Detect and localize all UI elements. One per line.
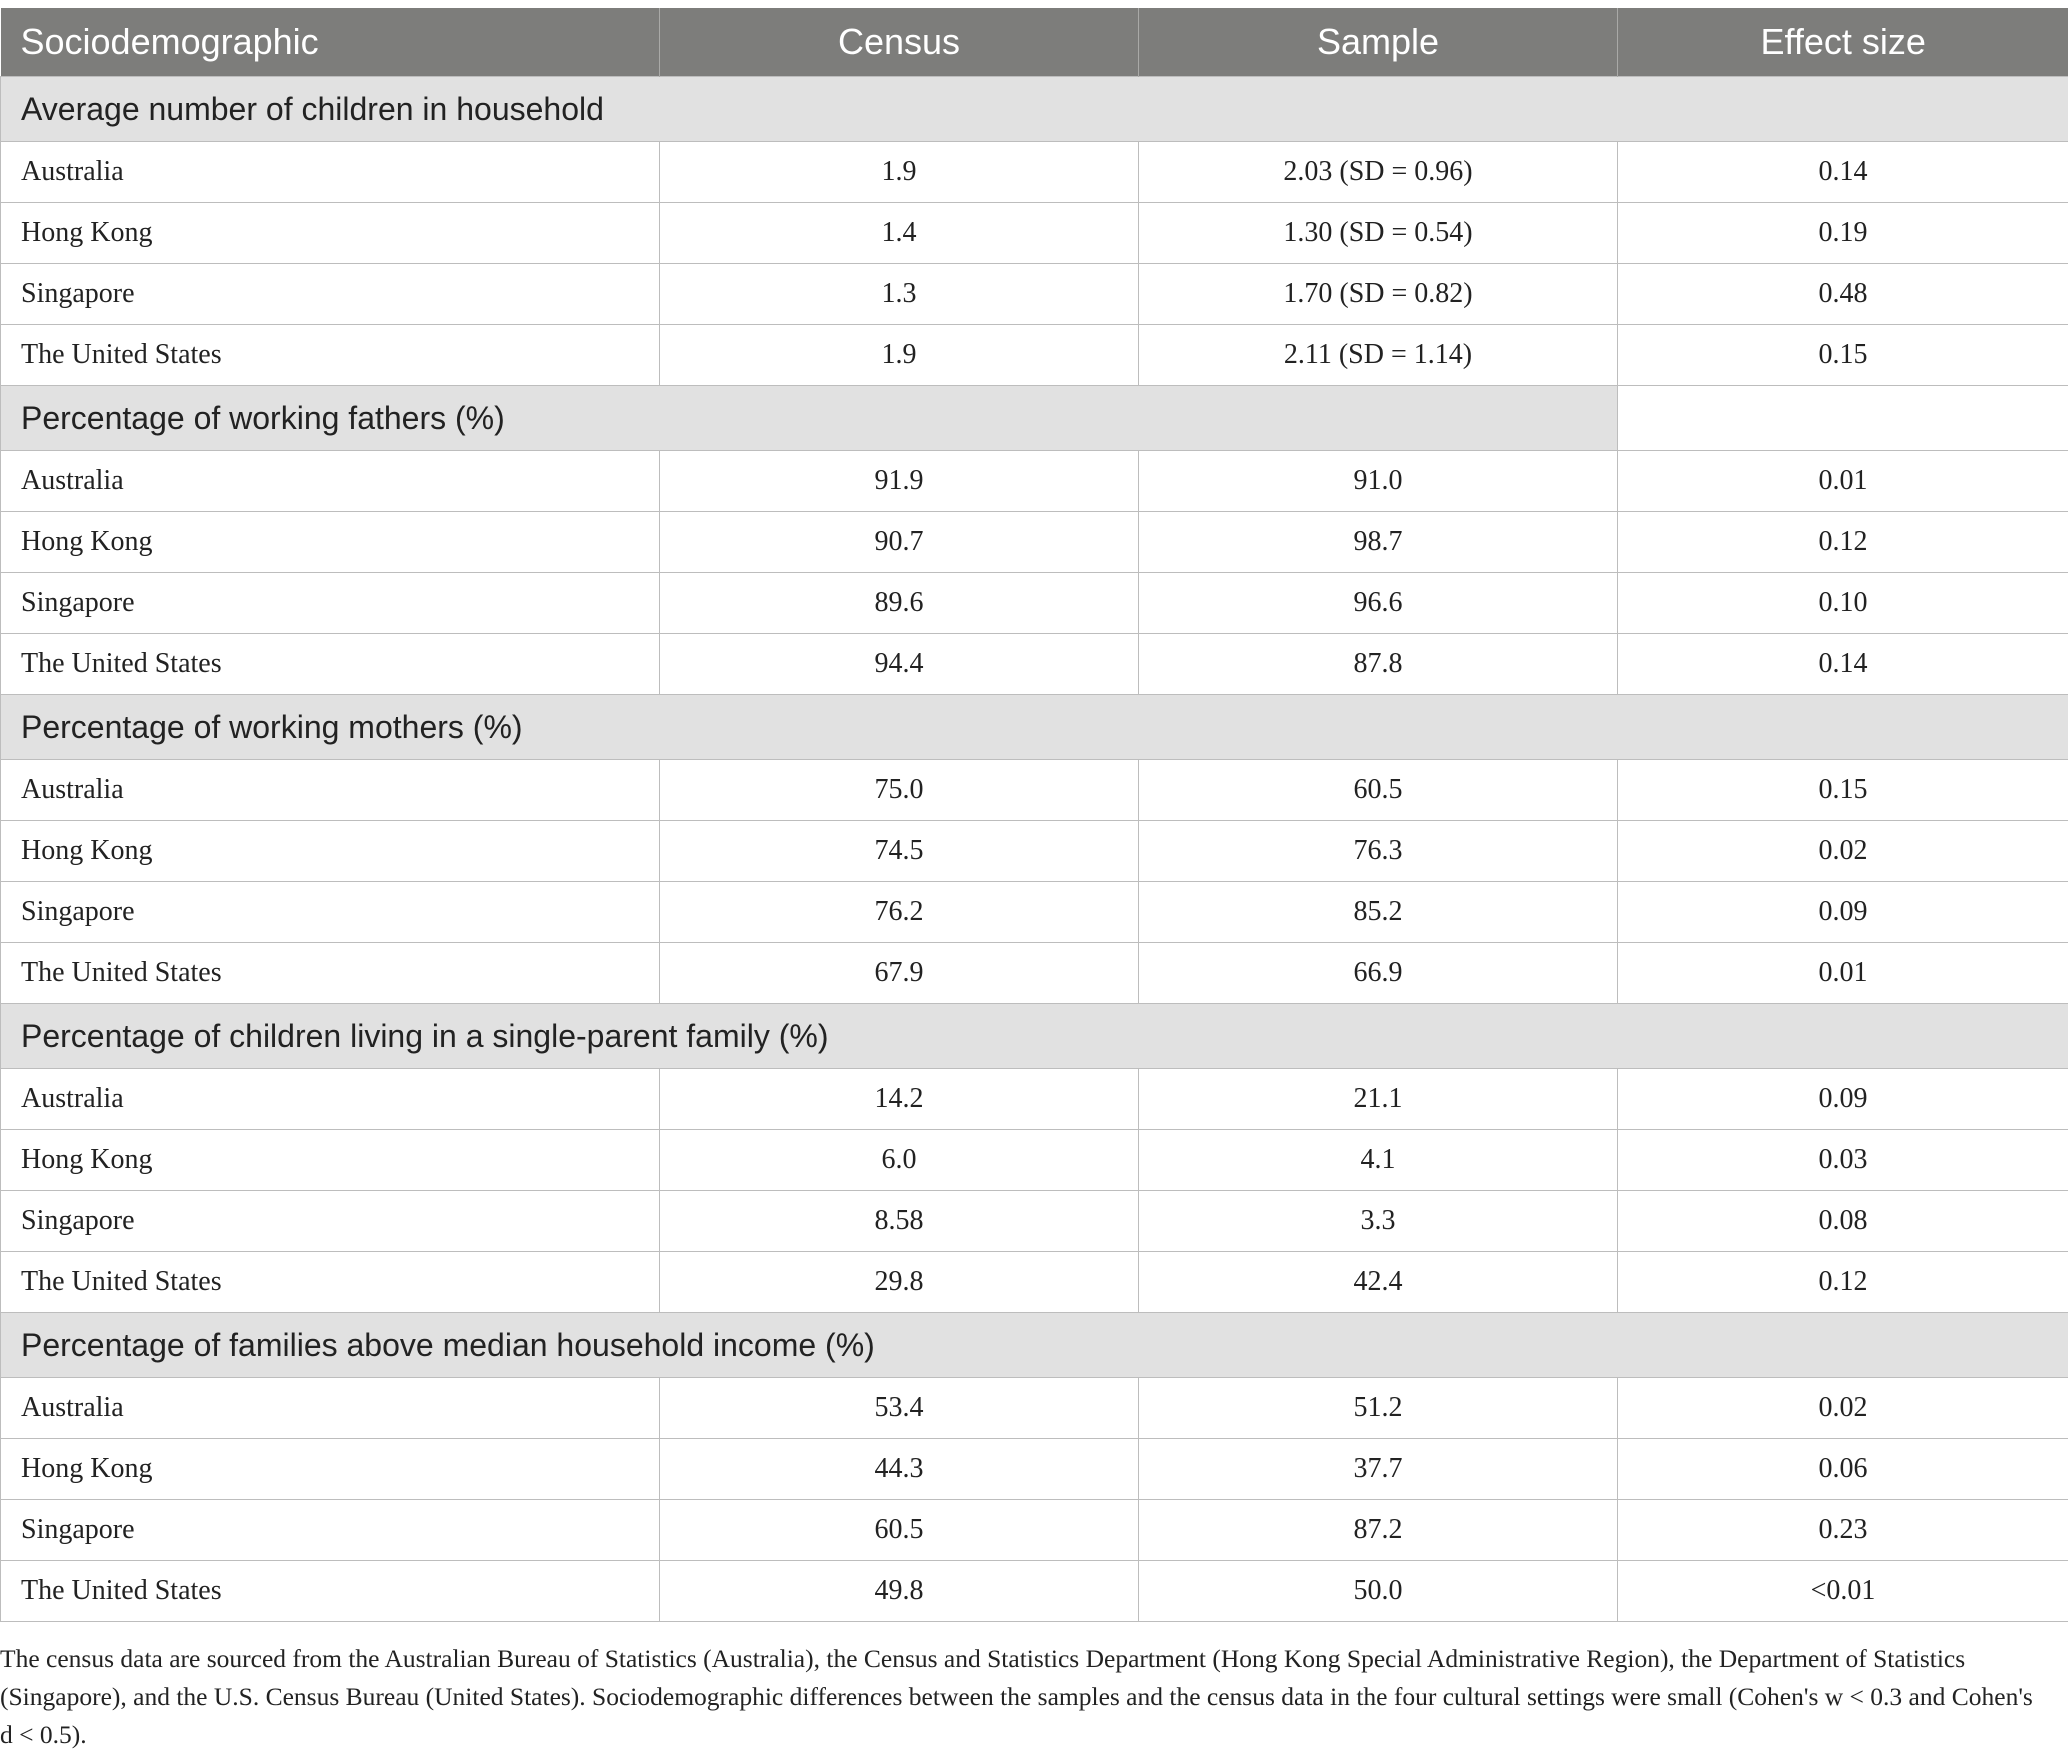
sample-value: 51.2 [1139,1378,1618,1439]
census-value: 67.9 [660,943,1139,1004]
row-label: Hong Kong [1,1130,660,1191]
census-value: 76.2 [660,882,1139,943]
header-sample: Sample [1139,8,1618,77]
table-row [1,1378,2068,1439]
row-label: Hong Kong [1,512,660,573]
section-title: Average number of children in household [1,77,2068,142]
effect-size-value: <0.01 [1618,1561,2068,1622]
row-label: Singapore [1,1191,660,1252]
table-row [1,1252,2068,1313]
sample-value: 50.0 [1139,1561,1618,1622]
sample-value: 87.2 [1139,1500,1618,1561]
section-row [1,77,2068,142]
row-label: Australia [1,1378,660,1439]
effect-size-value: 0.48 [1618,264,2068,325]
section-title: Percentage of working fathers (%) [1,386,1618,451]
sample-value: 42.4 [1139,1252,1618,1313]
census-value: 1.9 [660,325,1139,386]
census-value: 91.9 [660,451,1139,512]
effect-size-value: 0.14 [1618,142,2068,203]
sample-value: 4.1 [1139,1130,1618,1191]
row-label: Australia [1,760,660,821]
effect-size-value: 0.02 [1618,821,2068,882]
census-value: 44.3 [660,1439,1139,1500]
effect-size-value: 0.23 [1618,1500,2068,1561]
row-label: Singapore [1,882,660,943]
effect-size-value: 0.12 [1618,1252,2068,1313]
table-container [0,8,2068,1622]
census-value: 74.5 [660,821,1139,882]
census-value: 90.7 [660,512,1139,573]
table-header-row [1,8,2068,77]
census-value: 1.9 [660,142,1139,203]
section-blank-cell [1618,386,2068,451]
effect-size-value: 0.06 [1618,1439,2068,1500]
effect-size-value: 0.09 [1618,882,2068,943]
table-row [1,882,2068,943]
census-value: 89.6 [660,573,1139,634]
row-label: Australia [1,142,660,203]
census-value: 6.0 [660,1130,1139,1191]
section-row [1,1004,2068,1069]
table-row [1,203,2068,264]
section-row [1,386,2068,451]
section-title: Percentage of working mothers (%) [1,695,2068,760]
census-value: 60.5 [660,1500,1139,1561]
sample-value: 2.03 (SD = 0.96) [1139,142,1618,203]
table-row [1,1191,2068,1252]
effect-size-value: 0.09 [1618,1069,2068,1130]
row-label: Australia [1,451,660,512]
effect-size-value: 0.15 [1618,760,2068,821]
effect-size-value: 0.14 [1618,634,2068,695]
row-label: The United States [1,1561,660,1622]
row-label: Hong Kong [1,203,660,264]
table-footnote: The census data are sourced from the Australian Bureau of Statistics (Australia), the Census and Statistics Department (Hong Kong Special Administrative Region), the Department of Statistics (Singapore), and the U.S. Census Bureau (United States). Sociodemographic differences between the samples and the census data in the four cultural settings were small (Cohen's w < 0.3 and Cohen's d < 0.5). [0,1644,2033,1749]
table-row [1,1439,2068,1500]
sample-value: 1.70 (SD = 0.82) [1139,264,1618,325]
table-body [1,77,2068,1622]
sample-value: 85.2 [1139,882,1618,943]
table-row [1,821,2068,882]
row-label: Hong Kong [1,1439,660,1500]
sample-value: 21.1 [1139,1069,1618,1130]
row-label: The United States [1,1252,660,1313]
row-label: Singapore [1,573,660,634]
census-value: 75.0 [660,760,1139,821]
effect-size-value: 0.08 [1618,1191,2068,1252]
table-row [1,512,2068,573]
census-value: 49.8 [660,1561,1139,1622]
table-row [1,573,2068,634]
table-row [1,760,2068,821]
header-sociodemographic: Sociodemographic [1,8,660,77]
effect-size-value: 0.01 [1618,451,2068,512]
effect-size-value: 0.12 [1618,512,2068,573]
table-row [1,451,2068,512]
row-label: The United States [1,943,660,1004]
table-row [1,142,2068,203]
census-value: 94.4 [660,634,1139,695]
sample-value: 66.9 [1139,943,1618,1004]
table-row [1,943,2068,1004]
effect-size-value: 0.15 [1618,325,2068,386]
row-label: Singapore [1,264,660,325]
table-row [1,1561,2068,1622]
effect-size-value: 0.03 [1618,1130,2068,1191]
row-label: Hong Kong [1,821,660,882]
header-effect-size: Effect size [1618,8,2068,77]
table-row [1,264,2068,325]
table-row [1,1069,2068,1130]
effect-size-value: 0.19 [1618,203,2068,264]
row-label: The United States [1,634,660,695]
row-label: Singapore [1,1500,660,1561]
effect-size-value: 0.02 [1618,1378,2068,1439]
census-value: 1.3 [660,264,1139,325]
section-title: Percentage of children living in a single-parent family (%) [1,1004,2068,1069]
sample-value: 1.30 (SD = 0.54) [1139,203,1618,264]
section-title: Percentage of families above median household income (%) [1,1313,2068,1378]
effect-size-value: 0.10 [1618,573,2068,634]
row-label: Australia [1,1069,660,1130]
census-value: 29.8 [660,1252,1139,1313]
sample-value: 87.8 [1139,634,1618,695]
sample-value: 98.7 [1139,512,1618,573]
sample-value: 3.3 [1139,1191,1618,1252]
sample-value: 60.5 [1139,760,1618,821]
sample-value: 37.7 [1139,1439,1618,1500]
census-value: 14.2 [660,1069,1139,1130]
census-value: 1.4 [660,203,1139,264]
table-row [1,1500,2068,1561]
census-value: 8.58 [660,1191,1139,1252]
sample-value: 76.3 [1139,821,1618,882]
sociodemographic-table [0,8,2068,1622]
table-row [1,1130,2068,1191]
header-census: Census [660,8,1139,77]
section-row [1,695,2068,760]
sample-value: 91.0 [1139,451,1618,512]
sample-value: 2.11 (SD = 1.14) [1139,325,1618,386]
table-row [1,325,2068,386]
census-value: 53.4 [660,1378,1139,1439]
table-row [1,634,2068,695]
effect-size-value: 0.01 [1618,943,2068,1004]
sample-value: 96.6 [1139,573,1618,634]
section-row [1,1313,2068,1378]
row-label: The United States [1,325,660,386]
